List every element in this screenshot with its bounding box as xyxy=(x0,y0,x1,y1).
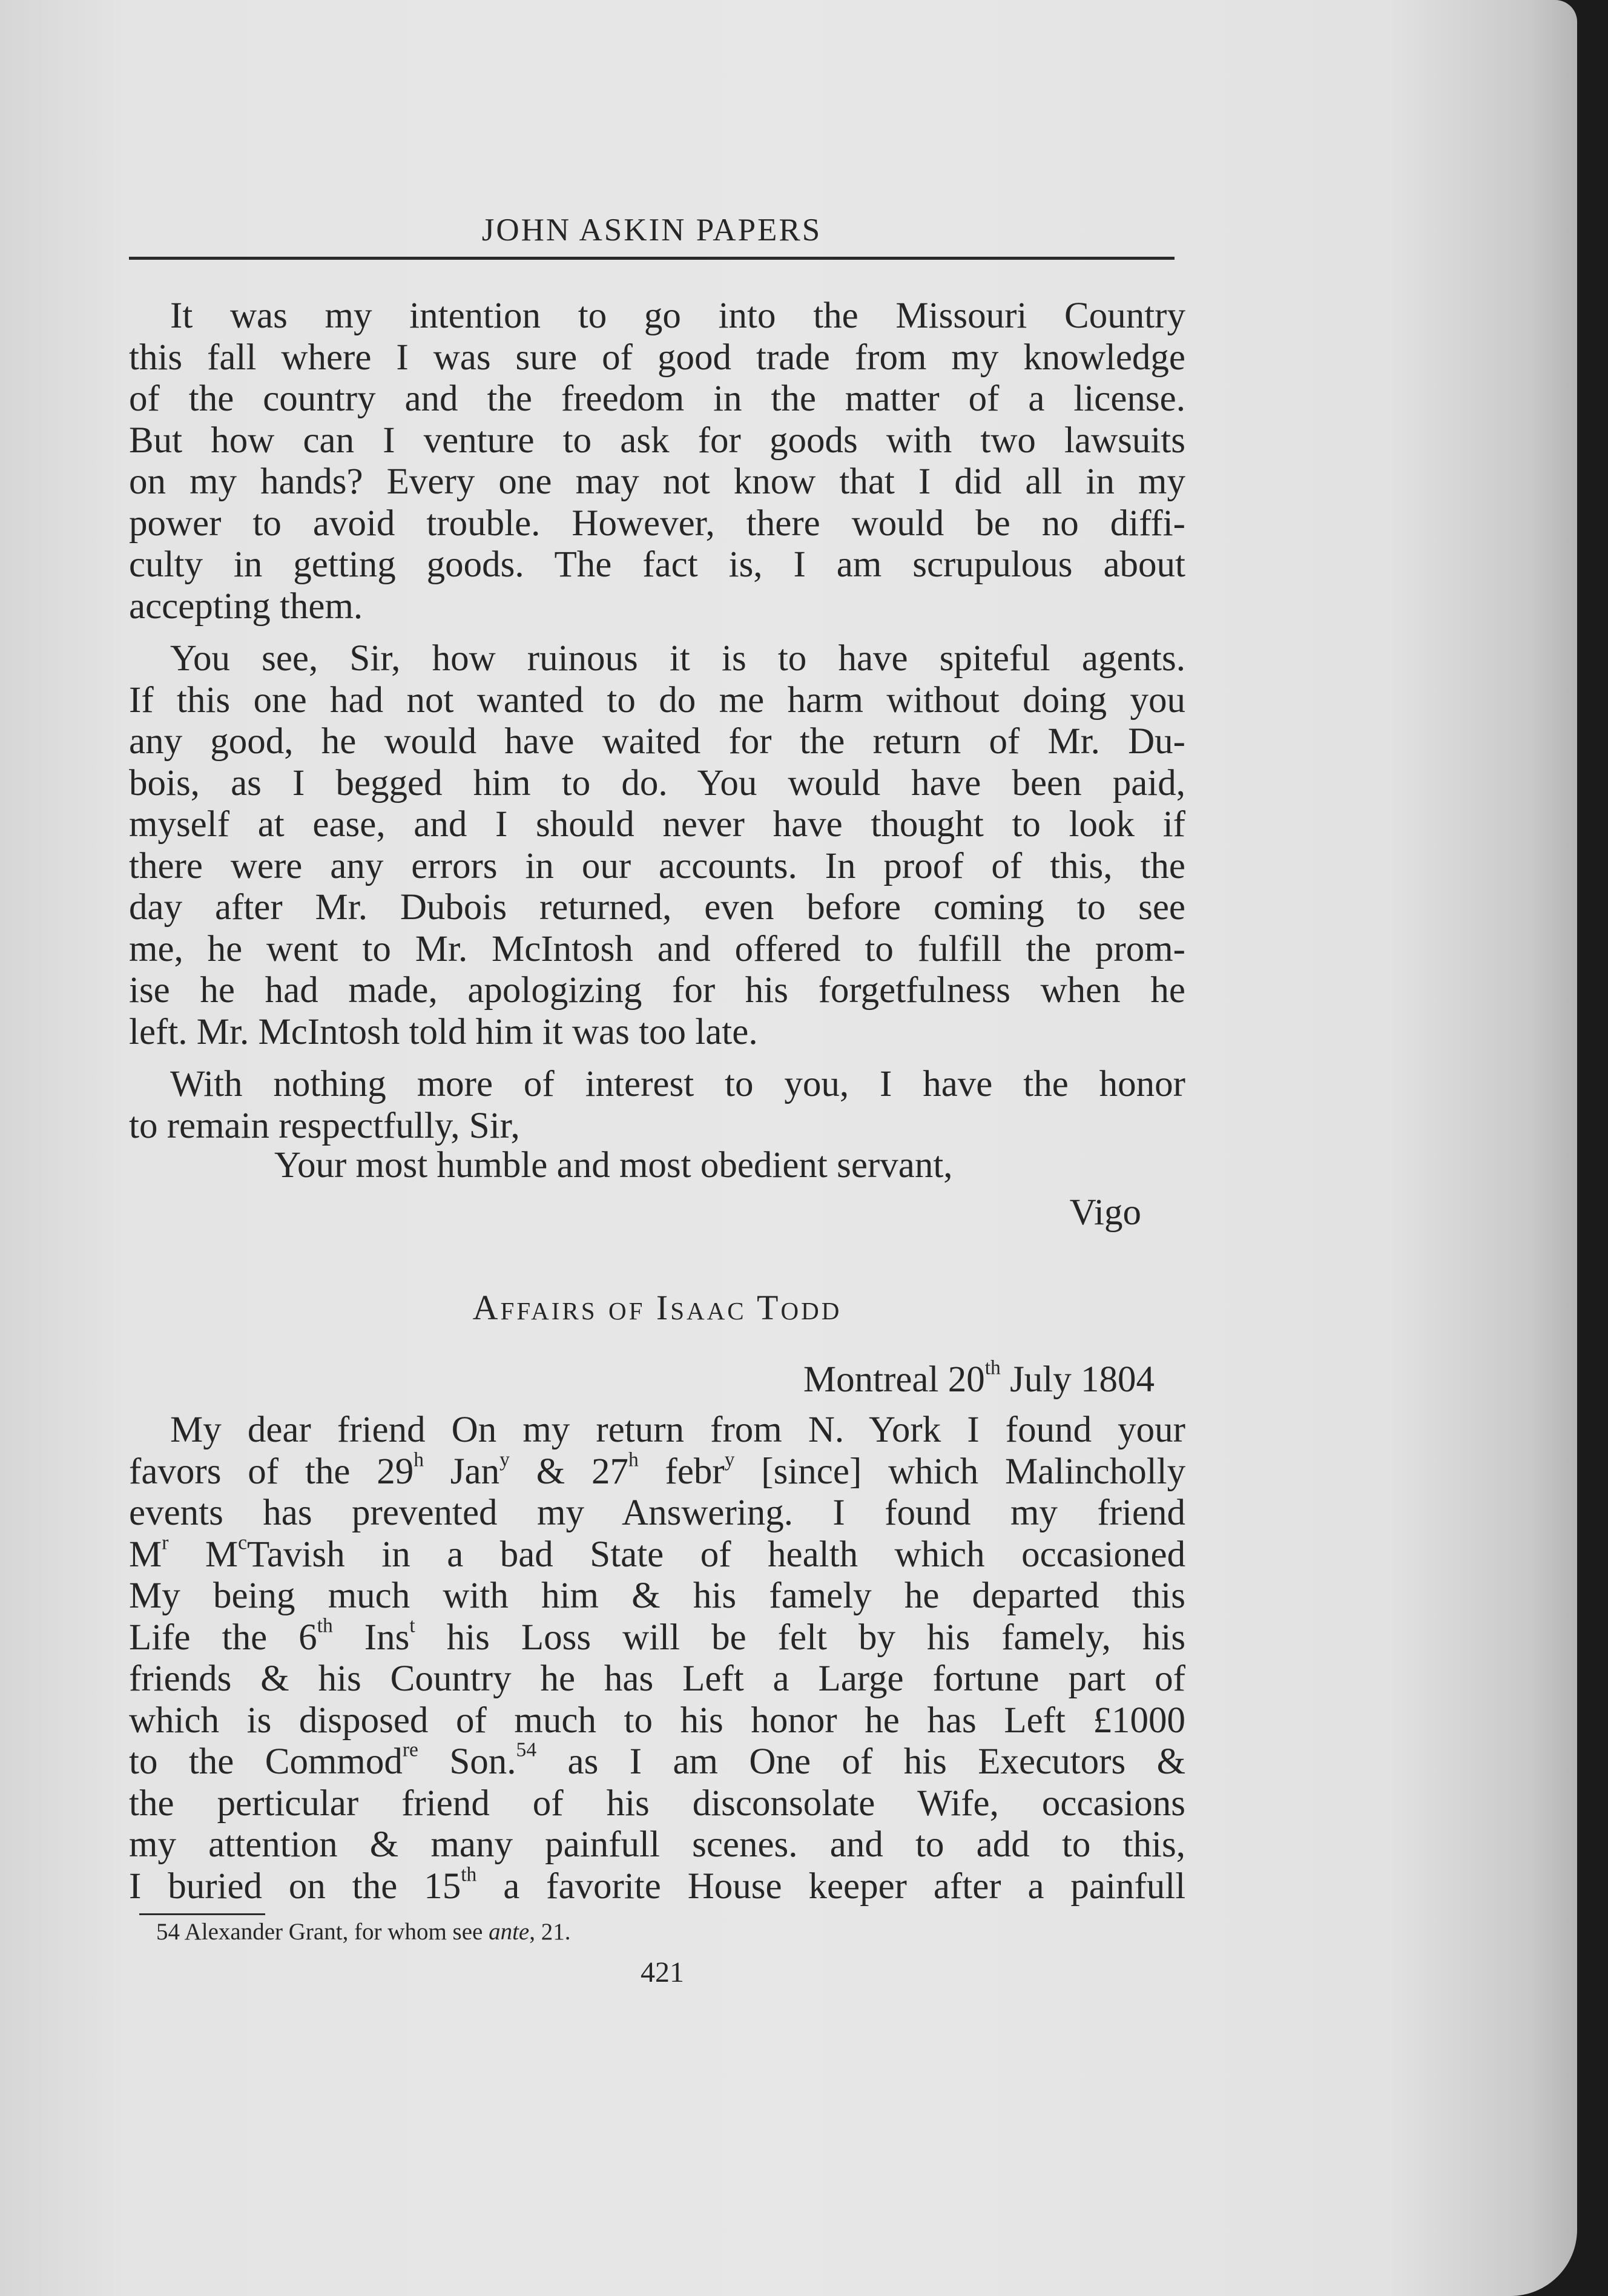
text-line: there were any errors in our accounts. In proof of this, the xyxy=(129,845,1185,886)
text-line: My dear friend On my return from N. York I found your xyxy=(170,1410,1185,1450)
salutation: Your most humble and most obedient servant, xyxy=(274,1145,953,1186)
text-line: left. Mr. McIntosh told him it was too late. xyxy=(129,1011,758,1052)
text-line: day after Mr. Dubois returned, even before coming to see xyxy=(129,887,1185,928)
text-line: accepting them. xyxy=(129,586,363,627)
text-line: $M^r$ $M^cTavish$ in a bad State of health which occasioned xyxy=(129,1531,1186,1575)
section-title: Affairs of Isaac Todd xyxy=(472,1288,842,1327)
text-line: power to avoid trouble. However, there would be no diffi- xyxy=(129,503,1185,544)
text-line: of the country and the freedom in the matter of a license. xyxy=(129,378,1185,419)
text-line: It was my intention to go into the Missouri Country xyxy=(170,295,1185,336)
text-line: My being much with him & his famely he departed this xyxy=(129,1575,1185,1616)
paragraph xyxy=(129,295,1185,627)
dateline: Montreal 20th July 1804 xyxy=(803,1356,1155,1400)
header-rule xyxy=(129,257,1175,260)
text-line: to remain respectfully, Sir, xyxy=(129,1105,520,1146)
text-line: this fall where I was sure of good trade from my knowledge xyxy=(129,337,1185,378)
text-line: ise he had made, apologizing for his forgetfulness when he xyxy=(129,970,1185,1011)
text-line: events has prevented my Answering. I found my friend xyxy=(129,1493,1185,1533)
text-line: Life the 6th Ins$^t$ his Loss will be felt by his famely, his xyxy=(129,1614,1186,1658)
page-number: 421 xyxy=(641,1956,684,1988)
text-line: I buried on the 15th a favorite House keeper after a painfull xyxy=(129,1862,1186,1907)
text-line: favors of the 29$^h$ Jan$^y$ & 27$^h$ febr$^y$ [since] which Malincholly xyxy=(129,1448,1186,1492)
text-line: my attention & many painfull scenes. and to add to this, xyxy=(129,1824,1185,1865)
text-line: me, he went to Mr. McIntosh and offered to fulfill the prom- xyxy=(129,928,1185,969)
text-line: on my hands? Every one may not know that I did all in my xyxy=(129,461,1185,502)
text-line: If this one had not wanted to do me harm without doing you xyxy=(129,679,1185,721)
text-line: to the Commod$^{re}$ Son.$^{54}$ as I am One of his Executors & xyxy=(129,1738,1186,1782)
paragraph xyxy=(129,1064,1185,1147)
text-line: bois, as I begged him to do. You would have been paid, xyxy=(129,762,1185,803)
text-line: With nothing more of interest to you, I have the honor xyxy=(170,1064,1185,1104)
text-line: any good, he would have waited for the return of Mr. Du- xyxy=(129,721,1185,762)
translated-letter-body xyxy=(129,295,1185,1158)
text-line: friends & his Country he has Left a Large fortune part of xyxy=(129,1658,1185,1699)
running-head: JOHN ASKIN PAPERS xyxy=(481,213,822,248)
text-line: But how can I venture to ask for goods with two lawsuits xyxy=(129,420,1185,461)
original-letter-body xyxy=(129,1410,1185,1907)
paragraph xyxy=(129,638,1185,1053)
text-line: which is disposed of much to his honor he has Left £1000 xyxy=(129,1700,1185,1741)
text-line: myself at ease, and I should never have thought to look if xyxy=(129,804,1185,845)
text-line: the perticular friend of his disconsolate Wife, occasions xyxy=(129,1783,1185,1824)
text-line: culty in getting goods. The fact is, I am scrupulous about xyxy=(129,544,1185,585)
signature: Vigo xyxy=(1069,1192,1141,1233)
footnote: 54 Alexander Grant, for whom see ante, 21. xyxy=(156,1919,571,1945)
footnote-rule xyxy=(139,1913,265,1915)
text-line: You see, Sir, how ruinous it is to have spiteful agents. xyxy=(170,638,1185,679)
